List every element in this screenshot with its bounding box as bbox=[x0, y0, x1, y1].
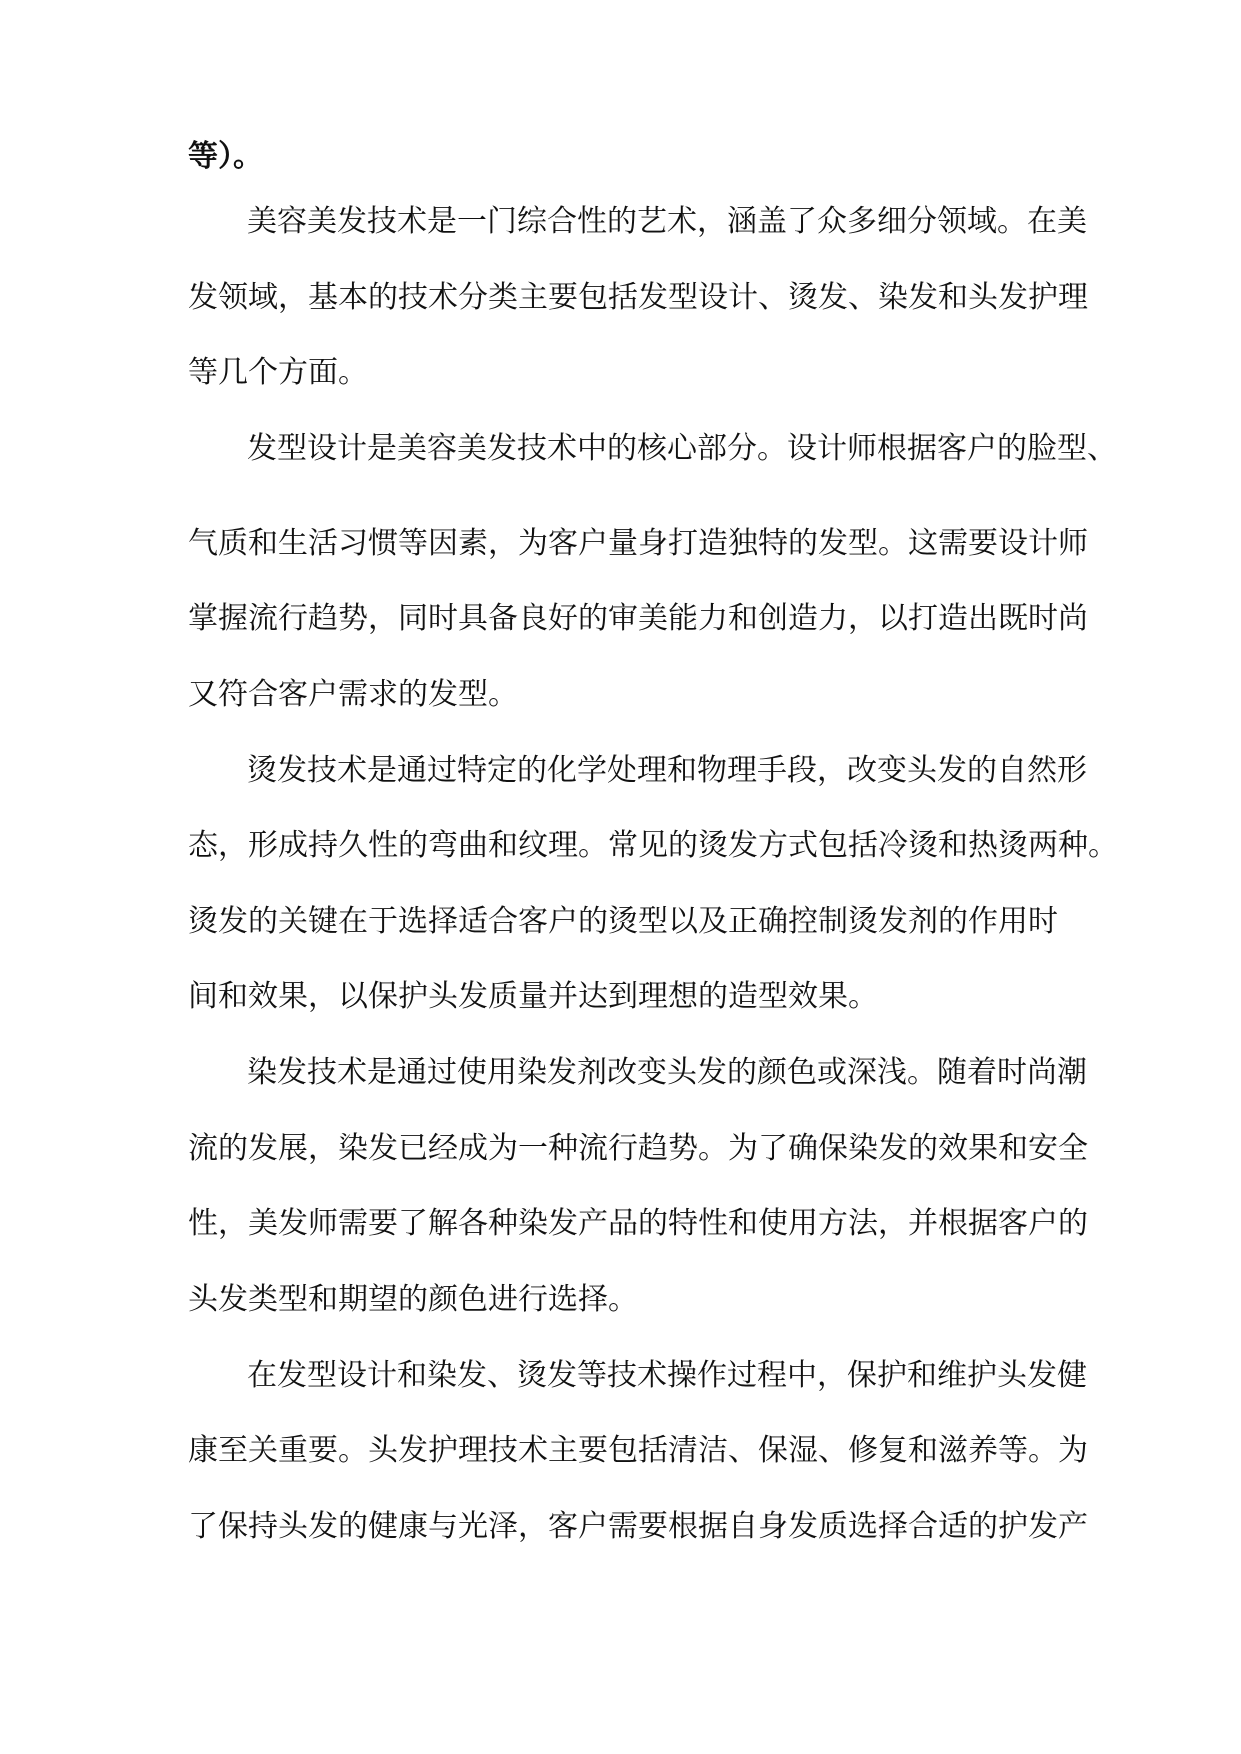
paragraph-2-line-3 bbox=[0, 594, 1241, 644]
paragraph-5-line-3 bbox=[0, 1502, 1241, 1552]
paragraph-text: 流的发展，染发已经成为一种流行趋势。为了确保染发的效果和安全 bbox=[188, 1131, 1088, 1166]
paragraph-4-line-4 bbox=[0, 1275, 1241, 1325]
paragraph-3-line-4 bbox=[0, 972, 1241, 1022]
paragraph-3-line-2 bbox=[0, 821, 1241, 871]
paragraph-text: 间和效果，以保护头发质量并达到理想的造型效果。 bbox=[188, 979, 878, 1014]
continuation-line bbox=[0, 132, 1241, 182]
paragraph-4-line-1 bbox=[0, 1048, 1241, 1098]
paragraph-5-line-2 bbox=[0, 1426, 1241, 1476]
paragraph-text: 头发类型和期望的颜色进行选择。 bbox=[188, 1282, 638, 1317]
paragraph-5-line-1 bbox=[0, 1351, 1241, 1401]
paragraph-2-line-2 bbox=[0, 519, 1241, 569]
paragraph-1-line-3 bbox=[0, 348, 1241, 398]
paragraph-text: 发型设计是美容美发技术中的核心部分。设计师根据客户的脸型、 bbox=[247, 431, 1117, 466]
paragraph-text: 染发技术是通过使用染发剂改变头发的颜色或深浅。随着时尚潮 bbox=[247, 1055, 1087, 1090]
paragraph-text: 气质和生活习惯等因素，为客户量身打造独特的发型。这需要设计师 bbox=[188, 526, 1088, 561]
paragraph-1-line-2 bbox=[0, 273, 1241, 323]
paragraph-text: 性，美发师需要了解各种染发产品的特性和使用方法，并根据客户的 bbox=[188, 1206, 1088, 1241]
paragraph-text: 烫发的关键在于选择适合客户的烫型以及正确控制烫发剂的作用时 bbox=[188, 904, 1058, 939]
paragraph-text: 了保持头发的健康与光泽，客户需要根据自身发质选择合适的护发产 bbox=[188, 1509, 1088, 1544]
paragraph-2-line-4 bbox=[0, 670, 1241, 720]
paragraph-text: 等几个方面。 bbox=[188, 355, 368, 390]
paragraph-text: 态，形成持久性的弯曲和纹理。常见的烫发方式包括冷烫和热烫两种。 bbox=[188, 828, 1118, 863]
paragraph-1-line-1 bbox=[0, 197, 1241, 247]
paragraph-text: 美容美发技术是一门综合性的艺术，涵盖了众多细分领域。在美 bbox=[247, 204, 1087, 239]
paragraph-text: 烫发技术是通过特定的化学处理和物理手段，改变头发的自然形 bbox=[247, 753, 1087, 788]
paragraph-3-line-3 bbox=[0, 897, 1241, 947]
continuation-text: 等）。 bbox=[188, 139, 263, 174]
paragraph-4-line-2 bbox=[0, 1124, 1241, 1174]
paragraph-text: 在发型设计和染发、烫发等技术操作过程中，保护和维护头发健 bbox=[247, 1358, 1087, 1393]
paragraph-text: 又符合客户需求的发型。 bbox=[188, 677, 518, 712]
paragraph-text: 掌握流行趋势，同时具备良好的审美能力和创造力，以打造出既时尚 bbox=[188, 601, 1088, 636]
paragraph-2-line-1 bbox=[0, 424, 1241, 474]
paragraph-text: 发领域，基本的技术分类主要包括发型设计、烫发、染发和头发护理 bbox=[188, 280, 1088, 315]
paragraph-3-line-1 bbox=[0, 746, 1241, 796]
paragraph-text: 康至关重要。头发护理技术主要包括清洁、保湿、修复和滋养等。为 bbox=[188, 1433, 1088, 1468]
paragraph-4-line-3 bbox=[0, 1199, 1241, 1249]
